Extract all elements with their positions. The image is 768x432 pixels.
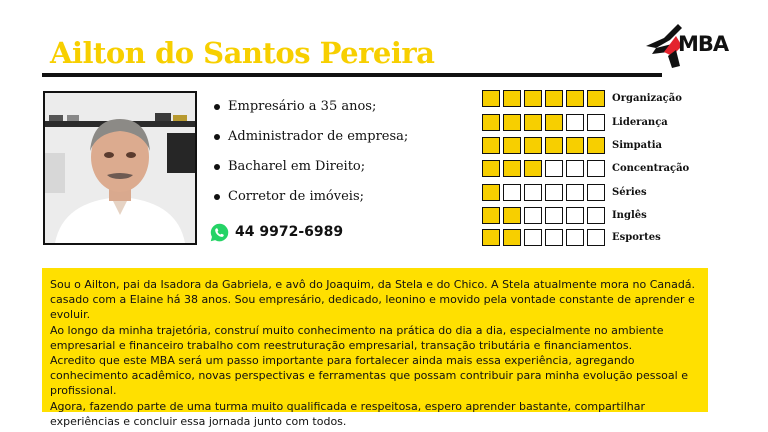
rating-box-filled [482, 229, 500, 246]
rating-box-filled [482, 137, 500, 154]
rating-box-filled [503, 90, 521, 107]
rating-box-empty [524, 184, 542, 201]
rating-box-filled [566, 137, 584, 154]
whatsapp-icon [209, 222, 230, 243]
rating-box-filled [524, 137, 542, 154]
phone-contact [209, 221, 343, 243]
rating-box-empty [524, 229, 542, 246]
phone-number: 44 9972-6989 [235, 224, 344, 240]
profile-photo [43, 91, 197, 245]
bio-paragraph: Acredito que este MBA será um passo importante para fortalecer ainda mais essa experiência, agregando conhecimento acadêmico, novas perspectivas e ferramentas que possam contribuir para minha evolução pessoal e profissional. [50, 354, 688, 398]
skill-label: Concentração [612, 163, 690, 174]
skill-rating-boxes [482, 184, 608, 201]
skill-label: Esportes [612, 232, 661, 243]
rating-box-empty [545, 229, 563, 246]
rating-box-empty [545, 184, 563, 201]
bio-paragraph: Agora, fazendo parte de uma turma muito qualificada e respeitosa, espero aprender bastante, compartilhar experiências e concluir essa jornada junto com todos. [50, 399, 645, 428]
profile-name: Ailton do Santos Pereira [50, 36, 435, 70]
rating-box-empty [503, 184, 521, 201]
rating-box-filled [482, 90, 500, 107]
bio-box [42, 268, 708, 428]
rating-box-empty [545, 207, 563, 224]
rating-box-empty [566, 229, 584, 246]
rating-box-filled [503, 114, 521, 131]
bullet-item: Bacharel em Direito; [214, 156, 408, 186]
skill-rating-boxes [482, 90, 608, 107]
rating-box-empty [587, 207, 605, 224]
rating-box-filled [482, 160, 500, 177]
rating-box-filled [503, 229, 521, 246]
rating-box-filled [482, 184, 500, 201]
bullet-item: Empresário a 35 anos; [214, 96, 408, 126]
rating-box-empty [524, 207, 542, 224]
rating-box-empty [566, 184, 584, 201]
skill-rating-boxes [482, 207, 608, 224]
skill-label: Simpatia [612, 140, 662, 151]
rating-box-empty [587, 160, 605, 177]
rating-box-filled [524, 114, 542, 131]
title-divider [42, 73, 662, 77]
rating-box-empty [587, 114, 605, 131]
rating-box-filled [482, 207, 500, 224]
rating-box-filled [503, 137, 521, 154]
rating-box-empty [566, 207, 584, 224]
bio-paragraph: Sou o Ailton, pai da Isadora da Gabriela, e avô do Joaquim, da Stela e do Chico. A Stela atualmente mora no Canadá. casado com a Elaine há 38 anos. Sou empresário, dedicado, leonino e movido pela vontade constante de aprender e evoluir. [50, 278, 696, 322]
bullet-item: Corretor de imóveis; [214, 186, 408, 216]
rating-box-filled [524, 90, 542, 107]
skill-rating-boxes [482, 137, 608, 154]
rating-box-filled [503, 160, 521, 177]
rating-box-empty [566, 160, 584, 177]
rating-box-filled [545, 90, 563, 107]
skill-label: Organização [612, 93, 682, 104]
rating-box-empty [587, 184, 605, 201]
logo-text: MBA [678, 32, 729, 56]
rating-box-filled [545, 114, 563, 131]
skill-rating-boxes [482, 114, 608, 131]
rating-box-filled [545, 137, 563, 154]
rating-box-empty [545, 160, 563, 177]
skill-label: Séries [612, 187, 647, 198]
bullet-list [214, 96, 408, 216]
rating-box-filled [503, 207, 521, 224]
rating-box-empty [587, 229, 605, 246]
skill-rating-boxes [482, 229, 608, 246]
skill-label: Inglês [612, 210, 647, 221]
rating-box-filled [482, 114, 500, 131]
skill-rating-boxes [482, 160, 608, 177]
rating-box-filled [524, 160, 542, 177]
rating-box-filled [587, 137, 605, 154]
bio-paragraph: Ao longo da minha trajetória, construí muito conhecimento na prática do dia a dia, especialmente no ambiente empresarial e financeiro trabalho com reestruturação empresarial, transação tributária e financiamentos. [50, 323, 664, 352]
rating-box-empty [566, 114, 584, 131]
skill-label: Liderança [612, 117, 668, 128]
rating-box-filled [566, 90, 584, 107]
bullet-item: Administrador de empresa; [214, 126, 408, 156]
rating-box-filled [587, 90, 605, 107]
